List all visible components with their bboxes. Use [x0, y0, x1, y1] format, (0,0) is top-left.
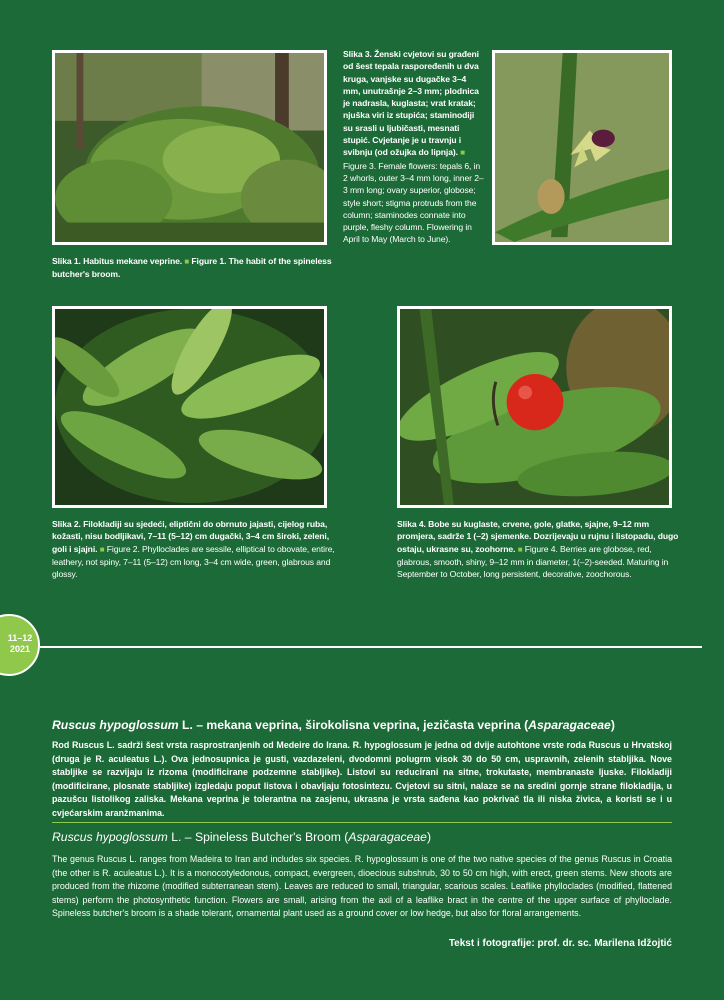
article-title-hr: Ruscus hypoglossum L. – mekana veprina, širokolisna veprina, jezičasta veprina (Asparagaceae): [52, 718, 615, 732]
section-divider: [40, 646, 702, 648]
photo-credit: Tekst i fotografije: prof. dr. sc. Marilena Idžojtić: [448, 938, 672, 949]
language-separator: [52, 822, 672, 823]
issue-badge-text: 11–12 2021: [7, 633, 33, 654]
figure-2-caption: Slika 2. Filokladiji su sjedeći, eliptični do obrnuto jajasti, cijelog ruba, kožasti, nisu bodljikavi, 7–11 (5–12) cm dugački, 3–4 cm široki, zeleni, goli i sjajni. ■ Figure 2. Phylloclades are sessile, elliptical to obovate, entire, leathery, not spiny, 7–11 (5–12) cm long, 3–4 cm wide, green, glabrous and glossy.: [52, 519, 335, 580]
figure-3-caption: Slika 3. Ženski cvjetovi su građeni od šest tepala raspoređenih u dva kruga, vanjske su dugačke 3–4 mm, unutrašnje 2–3 mm; plodnica je nadrasla, kuglasta; vrat kratak; njuška viri iz stupića; staminodiji su srasli u ljubičasti, mesnati stupić. Cvjetanje je u travnju i svibnju (od ožujka do lipnja). ■ Figure 3. Female flowers: tepals 6, in 2 whorls, outer 3–4 mm long, inner 2–3 mm long; ovary superior, globose; style short; stigma protruds from the column; staminodes connate into purple, fleshy column. Flowering in April to May (March to June).: [343, 49, 484, 245]
habit-photo: [52, 50, 327, 245]
figure-4-caption: Slika 4. Bobe su kuglaste, crvene, gole, glatke, sjajne, 9–12 mm promjera, sadrže 1 (–2) sjemenke. Dozrijevaju u rujnu i listopadu, dugo ostaju, ukrasne su, zoohorne. ■ Figure 4. Berries are globose, red, glabrous, smooth, shiny, 9–12 mm in diameter, 1(–2)-seeded. Maturing in September to October, long persistent, decorative, zoochorous.: [397, 519, 679, 580]
figure-1-caption: Slika 1. Habitus mekane veprine. ■ Figure 1. The habit of the spineless butcher's broom.: [52, 256, 332, 280]
article-title-en: Ruscus hypoglossum L. – Spineless Butcher's Broom (Asparagaceae): [52, 830, 431, 844]
phylloclades-photo: [52, 306, 327, 508]
berry-photo: [397, 306, 672, 508]
article-body-en: The genus Ruscus L. ranges from Madeira to Iran and includes six species. R. hypoglossum is one of the two native species of the genus Ruscus in Croatia (the other is R. aculeatus L.). It is a monocotyledonous, compact, evergreen, dioecious subshrub, 30 to 50 cm high, with erect, green stems. New shoots are produced from the rhizome (modified subterranean stem). Leaves are reduced to small, triangular, scarious scales. Leaflike phylloclades (modified, flattened stems) perform the photosynthetic function. Flowers are small, arising from the axil of a leaflike bract in the centre of the upper surface of phylloclade. Spineless butcher's broom is a shade tolerant, ornamental plant used as a ground cover or low hedge, but also for floral arrangements.: [52, 854, 672, 919]
article-body-hr: Rod Ruscus L. sadrži šest vrsta rasprostranjenih od Medeire do Irana. R. hypoglossum je jedna od dvije autohtone vrste roda Ruscus u Hrvatskoj (druga je R. aculeatus L.). Ova jednosupnica je gusti, vazdazeleni, dvodomni polugrm visok 30 do 50 cm, uspravnih, zelenih stabljika. Nove stabljike se razvijaju iz rizoma (modificirane podzemne stabljike). Listovi su reducirani na sitne, trokutaste, membranaste ljuske. Filokladiji (modificirane, plosnate stabljike) izgledaju poput listova i obavljaju fotosintezu. Cvjetovi su sitni, nalaze se na sredini gornje strane filokladija, u pazušcu listolikog zaliska. Mekana veprina je tolerantna na zasjenu, ukrasna je vrsta sađena kao pokrivač tla ili niska živica, a koristi se i u cvjećarskim aranžmanima.: [52, 740, 672, 818]
flower-photo: [492, 50, 672, 245]
